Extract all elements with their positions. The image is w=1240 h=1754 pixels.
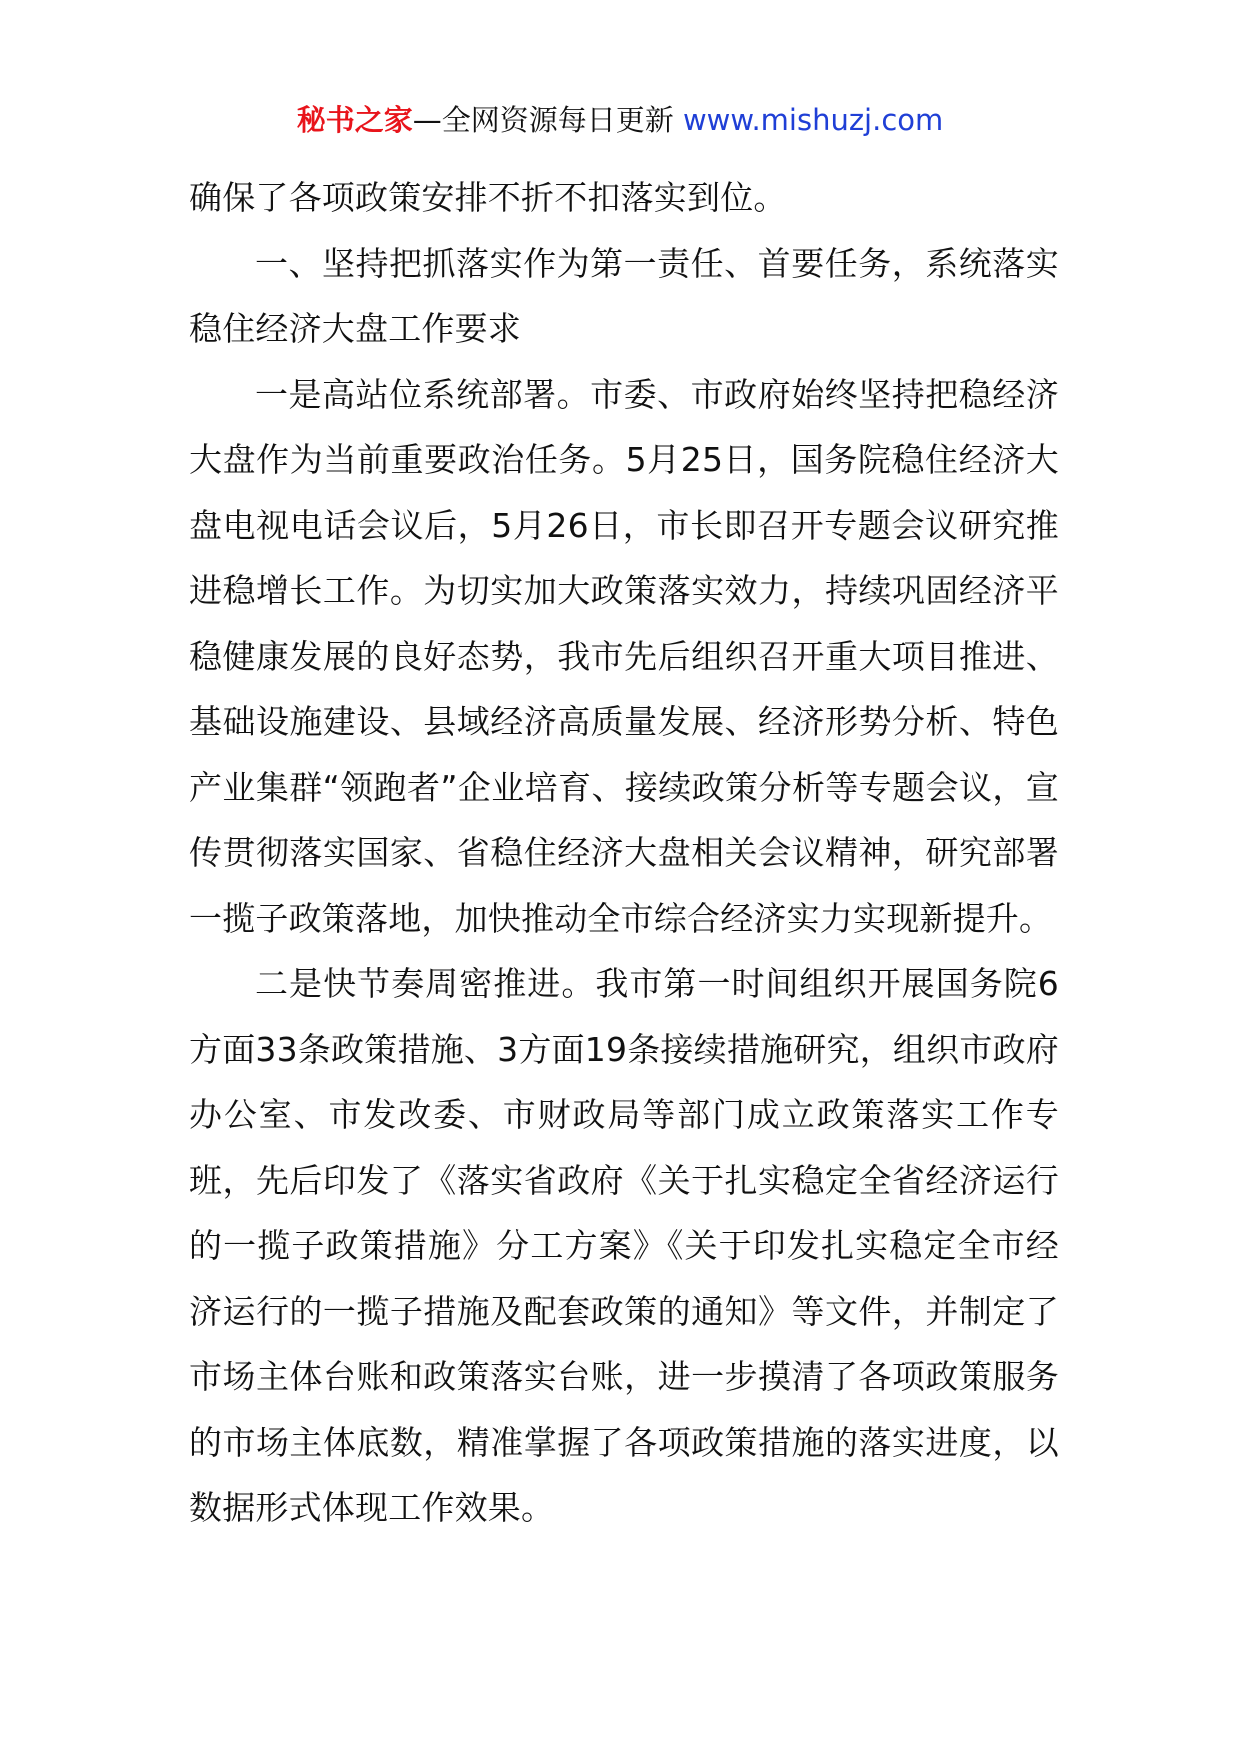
section-heading: 一、坚持把抓落实作为第一责任、首要任务，系统落实稳住经济大盘工作要求 [189,243,1059,348]
page-header [0,100,1240,140]
site-url-link[interactable]: www.mishuzj.com [682,103,944,137]
paragraph-2: 二是快节奏周密推进。我市第一时间组织开展国务院6方面33条政策措施、3方面19条接续措施研究，组织市政府办公室、市发改委、市财政局等部门成立政策落实工作专班，先后印发了《落实省政府《关于扎实稳定全省经济运行的一揽子政策措施》分工方案》《关于印发扎实稳定全市经济运行的一揽子措施及配套政策的通知》等文件，并制定了市场主体台账和政策落实台账，进一步摸清了各项政策服务的市场主体底数，精准掌握了各项政策措施的落实进度，以数据形式体现工作效果。 [189,964,1059,1527]
paragraph-1: 一是高站位系统部署。市委、市政府始终坚持把稳经济大盘作为当前重要政治任务。5月25日，国务院稳住经济大盘电视电话会议后，5月26日，市长即召开专题会议研究推进稳增长工作。为切实加大政策落实效力，持续巩固经济平稳健康发展的良好态势，我市先后组织召开重大项目推进、基础设施建设、县域经济高质量发展、经济形势分析、特色产业集群“领跑者”企业培育、接续政策分析等专题会议，宣传贯彻落实国家、省稳住经济大盘相关会议精神，研究部署一揽子政策落地，加快推动全市综合经济实力实现新提升。 [189,374,1059,938]
site-slogan: —全网资源每日更新 [412,103,683,137]
document-body [189,165,1059,1541]
paragraph-continuation: 确保了各项政策安排不折不扣落实到位。 [189,178,787,217]
site-brand: 秘书之家 [296,103,413,137]
